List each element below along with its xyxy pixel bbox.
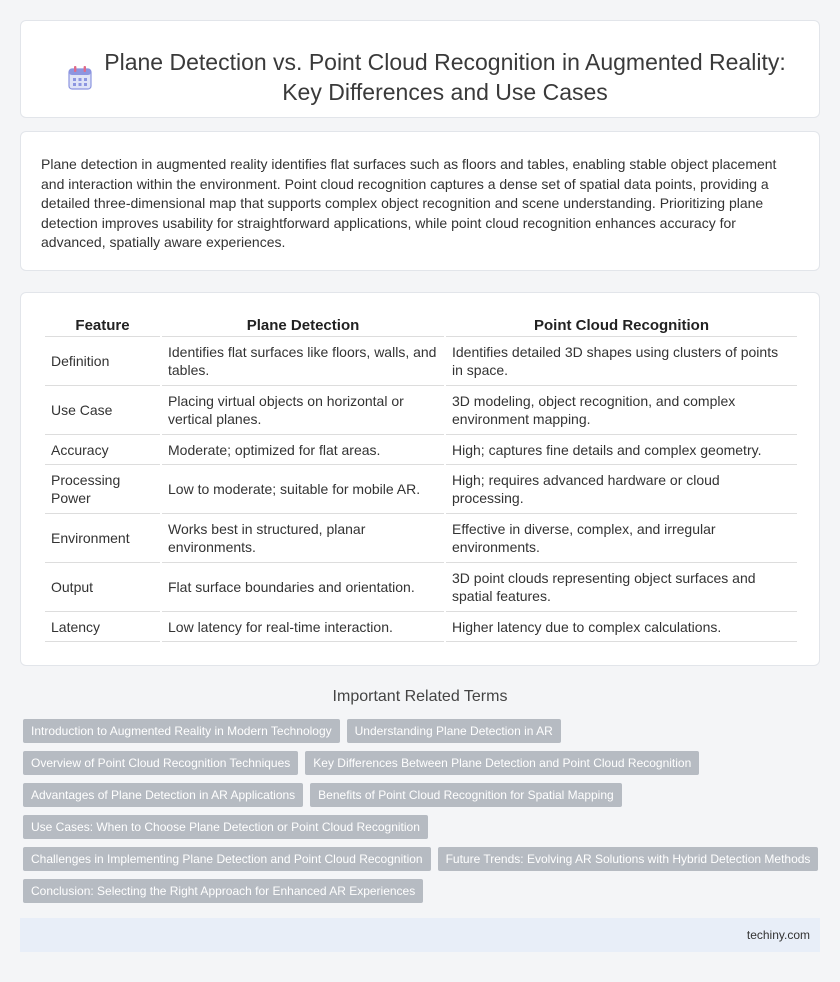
table-row — [45, 514, 797, 563]
point-cloud-cell: 3D modeling, object recognition, and complex environment mapping. — [446, 386, 797, 435]
related-tag[interactable]: Challenges in Implementing Plane Detection and Point Cloud Recognition — [23, 847, 431, 871]
point-cloud-cell: 3D point clouds representing object surfaces and spatial features. — [446, 563, 797, 612]
plane-detection-cell: Works best in structured, planar environments. — [162, 514, 444, 563]
point-cloud-cell: Higher latency due to complex calculations. — [446, 612, 797, 642]
table-row — [45, 563, 797, 612]
plane-detection-cell: Low to moderate; suitable for mobile AR. — [162, 465, 444, 514]
related-tag[interactable]: Future Trends: Evolving AR Solutions with Hybrid Detection Methods — [438, 847, 819, 871]
related-tag[interactable]: Overview of Point Cloud Recognition Techniques — [23, 751, 298, 775]
header-plane-detection: Plane Detection — [162, 315, 444, 337]
plane-detection-cell: Identifies flat surfaces like floors, walls, and tables. — [162, 337, 444, 386]
plane-detection-cell: Low latency for real-time interaction. — [162, 612, 444, 642]
point-cloud-cell: High; captures fine details and complex geometry. — [446, 435, 797, 465]
table-row — [45, 386, 797, 435]
comparison-card — [20, 292, 820, 666]
point-cloud-cell: High; requires advanced hardware or cloud processing. — [446, 465, 797, 514]
intro-card — [20, 131, 820, 271]
related-tag[interactable]: Understanding Plane Detection in AR — [347, 719, 561, 743]
related-tag[interactable]: Conclusion: Selecting the Right Approach for Enhanced AR Experiences — [23, 879, 423, 903]
related-terms-list — [23, 719, 823, 911]
header-point-cloud: Point Cloud Recognition — [446, 315, 797, 337]
footer — [20, 918, 820, 952]
related-terms-title: Important Related Terms — [332, 688, 508, 705]
related-tag[interactable]: Benefits of Point Cloud Recognition for Spatial Mapping — [310, 783, 622, 807]
feature-cell: Environment — [45, 514, 160, 563]
table-row — [45, 337, 797, 386]
feature-cell: Use Case — [45, 386, 160, 435]
table-row — [45, 612, 797, 642]
feature-cell: Definition — [45, 337, 160, 386]
related-tag[interactable]: Use Cases: When to Choose Plane Detection or Point Cloud Recognition — [23, 815, 428, 839]
table-row — [45, 465, 797, 514]
plane-detection-cell: Flat surface boundaries and orientation. — [162, 563, 444, 612]
feature-cell: Accuracy — [45, 435, 160, 465]
table-row — [45, 435, 797, 465]
page-title: Plane Detection vs. Point Cloud Recognition in Augmented Reality: Key Differences and Use Cases — [104, 49, 786, 105]
point-cloud-cell: Effective in diverse, complex, and irregular environments. — [446, 514, 797, 563]
table-header-row — [45, 315, 797, 337]
plane-detection-cell: Placing virtual objects on horizontal or vertical planes. — [162, 386, 444, 435]
related-tag[interactable]: Introduction to Augmented Reality in Modern Technology — [23, 719, 340, 743]
feature-cell: Output — [45, 563, 160, 612]
comparison-table — [43, 315, 799, 642]
related-tag[interactable]: Advantages of Plane Detection in AR Applications — [23, 783, 303, 807]
feature-cell: Processing Power — [45, 465, 160, 514]
calendar-icon — [67, 65, 93, 91]
footer-site[interactable]: techiny.com — [746, 928, 810, 942]
point-cloud-cell: Identifies detailed 3D shapes using clusters of points in space. — [446, 337, 797, 386]
feature-cell: Latency — [45, 612, 160, 642]
related-tag[interactable]: Key Differences Between Plane Detection and Point Cloud Recognition — [305, 751, 699, 775]
intro-paragraph: Plane detection in augmented reality identifies flat surfaces such as floors and tables, enabling stable object placement and interaction within the environment. Point cloud recognition captures a dense set of spatial data points, providing a detailed three-dimensional map that supports complex object recognition and scene understanding. Prioritizing plane detection improves usability for straightforward applications, while point cloud recognition enhances accuracy for advanced, spatially aware experiences. — [41, 156, 777, 250]
plane-detection-cell: Moderate; optimized for flat areas. — [162, 435, 444, 465]
header-feature: Feature — [45, 315, 160, 337]
title-card — [20, 20, 820, 118]
